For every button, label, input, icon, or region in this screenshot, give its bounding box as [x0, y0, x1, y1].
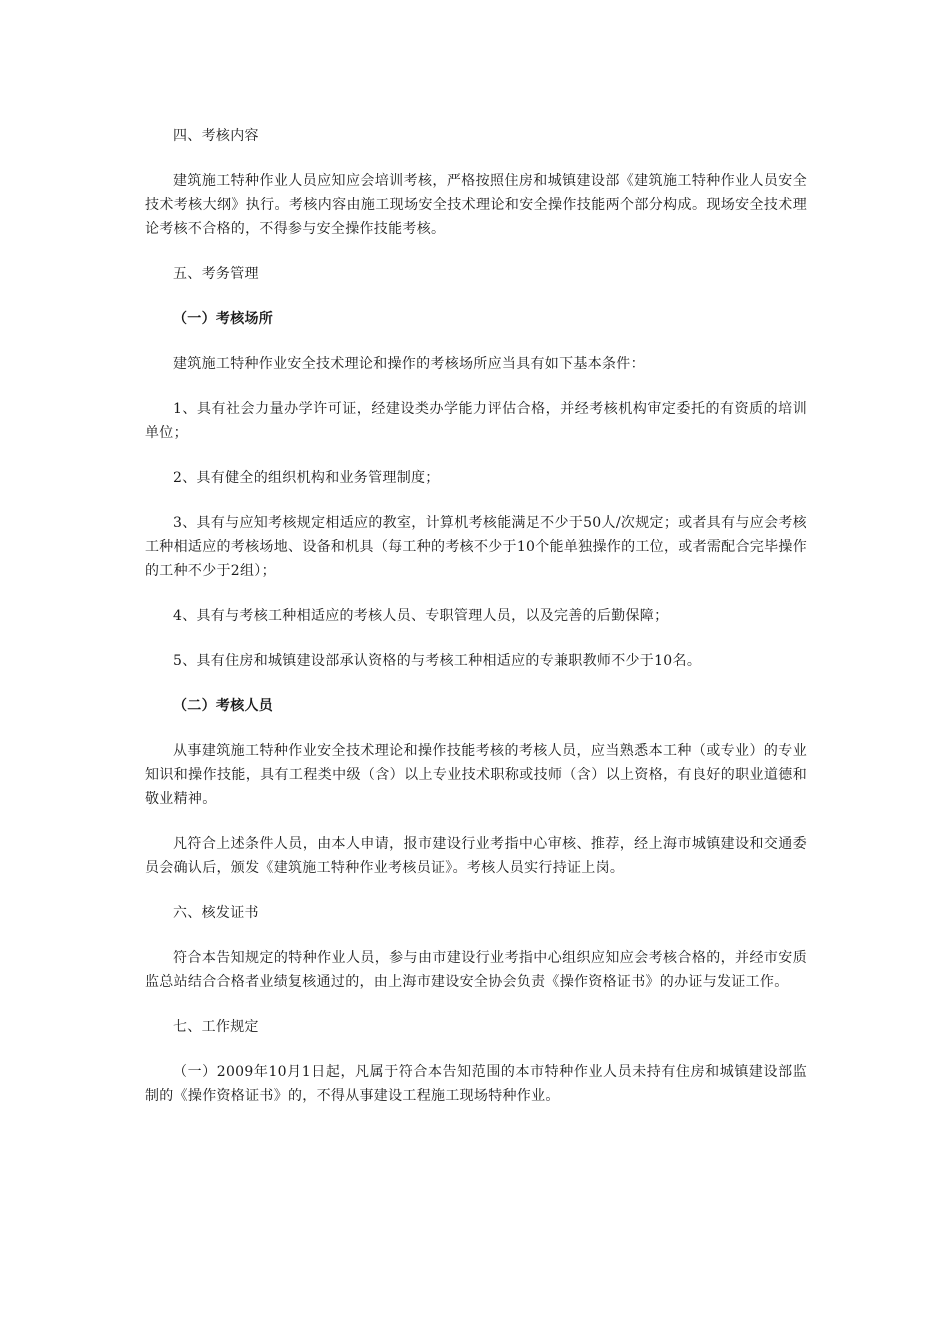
venue-condition-item: 5、具有住房和城镇建设部承认资格的与考核工种相适应的专兼职教师不少于10名。 — [173, 653, 702, 669]
exam-venue-intro: 建筑施工特种作业安全技术理论和操作的考核场所应当具有如下基本条件： — [173, 356, 645, 372]
section-heading-6: 六、核发证书 — [173, 905, 259, 921]
examiners-paragraph: 从事建筑施工特种作业安全技术理论和操作技能考核的考核人员，应当熟悉本工种（或专业）的专业知识和操作技能，具有工程类中级（含）以上专业技术职称或技师（含）以上资格，有良好的职业道德和敬业精神。 — [145, 743, 807, 807]
section-7-paragraph: （一）2009年10月1日起，凡属于符合本告知范围的本市特种作业人员未持有住房和城镇建设部监制的《操作资格证书》的，不得从事建设工程施工现场特种作业。 — [145, 1064, 807, 1104]
subheading-exam-venue: （一）考核场所 — [173, 311, 274, 327]
section-6-paragraph: 符合本告知规定的特种作业人员，参与由市建设行业考指中心组织应知应会考核合格的，并经市安质监总站结合合格者业绩复核通过的，由上海市建设安全协会负责《操作资格证书》的办证与发证工作。 — [145, 950, 807, 990]
section-heading-7: 七、工作规定 — [173, 1019, 259, 1035]
section-4-paragraph: 建筑施工特种作业人员应知应会培训考核，严格按照住房和城镇建设部《建筑施工特种作业人员安全技术考核大纲》执行。考核内容由施工现场安全技术理论和安全操作技能两个部分构成。现场安全技术理论考核不合格的，不得参与安全操作技能考核。 — [145, 173, 807, 237]
subheading-examiners: （二）考核人员 — [173, 698, 274, 714]
venue-condition-item: 2、具有健全的组织机构和业务管理制度； — [173, 470, 440, 486]
document-page — [145, 124, 807, 1129]
venue-condition-item: 4、具有与考核工种相适应的考核人员、专职管理人员，以及完善的后勤保障； — [173, 608, 669, 624]
venue-condition-item: 3、具有与应知考核规定相适应的教室，计算机考核能满足不少于50人/次规定；或者具有与应会考核工种相适应的考核场地、设备和机具（每工种的考核不少于10个能单独操作的工位，或者需配合完毕操作的工种不少于2组）； — [145, 515, 807, 579]
section-heading-5: 五、考务管理 — [173, 266, 259, 282]
examiners-paragraph: 凡符合上述条件人员，由本人申请，报市建设行业考指中心审核、推荐，经上海市城镇建设和交通委员会确认后，颁发《建筑施工特种作业考核员证》。考核人员实行持证上岗。 — [145, 836, 807, 876]
section-heading-4: 四、考核内容 — [173, 128, 259, 144]
venue-condition-item: 1、具有社会力量办学许可证，经建设类办学能力评估合格，并经考核机构审定委托的有资质的培训单位； — [145, 401, 807, 441]
